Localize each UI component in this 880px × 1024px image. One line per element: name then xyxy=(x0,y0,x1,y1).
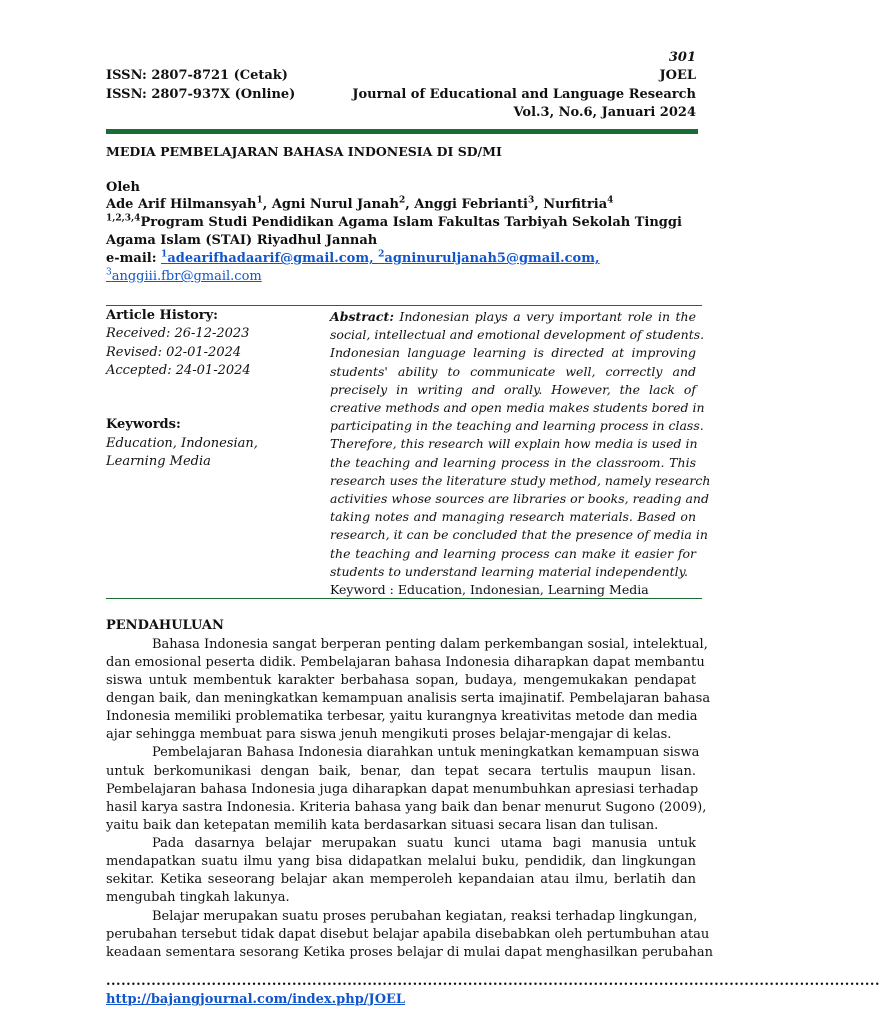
author-name: Anggi Febrianti xyxy=(414,197,528,212)
author-sup: 4 xyxy=(607,195,614,206)
affiliation-line2: Agama Islam (STAI) Riyadhul Jannah xyxy=(106,233,378,248)
email-link-2[interactable]: agninuruljanah5@gmail.com, xyxy=(384,251,600,266)
body-line: keadaan sementara sesorang Ketika proses belajar di mulai dapat menghasilkan perubahan xyxy=(106,945,714,960)
section-heading: PENDAHULUAN xyxy=(106,618,224,633)
abstract-line: Indonesian plays a very important role in the xyxy=(393,309,696,324)
body-line: Pembelajaran bahasa Indonesia juga diharapkan dapat menumbuhkan apresiasi terhadap xyxy=(106,782,699,797)
journal-volume: Vol.3, No.6, Januari 2024 xyxy=(513,105,696,120)
body-line: Pada dasarnya belajar merupakan suatu kunci utama bagi manusia untuk xyxy=(152,836,696,851)
issn-online: ISSN: 2807-937X (Online) xyxy=(106,87,296,102)
keywords-heading: Keywords: xyxy=(106,417,181,432)
received-date: Received: 26-12-2023 xyxy=(106,326,250,341)
footer-dots: .......................................................................................................................................................... xyxy=(106,974,880,989)
email-line-2[interactable] xyxy=(106,269,262,284)
body-line: mendapatkan suatu ilmu yang bisa didapatkan melalui buku, pendidik, dan lingkungan xyxy=(106,854,696,869)
body-line: mengubah tingkah lakunya. xyxy=(106,890,290,905)
abstract-line: research, it can be concluded that the presence of media in xyxy=(330,527,708,543)
body-line: hasil karya sastra Indonesia. Kriteria bahasa yang baik dan benar menurut Sugono (2009), xyxy=(106,800,707,815)
abstract-line: Indonesian language learning is directed at improving xyxy=(330,345,696,361)
author-sup: 3 xyxy=(527,195,535,206)
body-line: siswa untuk membentuk karakter berbahasa sopan, budaya, mengemukakan pendapat xyxy=(106,673,696,688)
email-link-1[interactable]: adearifhadaarif@gmail.com, xyxy=(167,251,379,266)
abstract-line: activities whose sources are libraries or books, reading and xyxy=(330,491,709,507)
email-sup: 3 xyxy=(106,267,112,278)
footer-url-link[interactable]: http://bajangjournal.com/index.php/JOEL xyxy=(106,992,406,1007)
email-sup: 2 xyxy=(378,249,385,260)
abstract-line: creative methods and open media makes students bored in xyxy=(330,400,705,416)
author-sup: 2 xyxy=(398,195,406,206)
author-sup: 1 xyxy=(256,195,263,206)
body-line: sekitar. Ketika seseorang belajar akan memperoleh kepandaian atau ilmu, berlatih dan xyxy=(106,872,696,887)
abstract-line: the teaching and learning process can make it easier for xyxy=(330,545,696,561)
body-line: perubahan tersebut tidak dapat disebut belajar apabila disebabkan oleh pertumbuhan atau xyxy=(106,927,710,942)
body-line: untuk berkomunikasi dengan baik, benar, dan tepat secara tertulis maupun lisan. xyxy=(106,764,696,779)
abstract-line: research uses the literature study method, namely research xyxy=(330,472,711,488)
body-line: ajar sehingga membuat para siswa jenuh mengikuti proses belajar-mengajar di kelas. xyxy=(106,727,672,742)
email-line xyxy=(106,251,600,266)
info-bottom-rule xyxy=(106,598,702,599)
page-number: 301 xyxy=(668,50,696,65)
keywords-line1: Education, Indonesian, xyxy=(106,436,258,451)
affiliation xyxy=(106,215,682,230)
abstract-line: students' ability to communicate well, correctly and xyxy=(330,363,696,379)
article-history-heading: Article History: xyxy=(106,308,218,323)
author-name: Ade Arif Hilmansyah xyxy=(106,197,257,212)
email-label: e-mail: xyxy=(106,251,162,266)
issn-print: ISSN: 2807-8721 (Cetak) xyxy=(106,68,288,83)
affiliation-line1: Program Studi Pendidikan Agama Islam Fakultas Tarbiyah Sekolah Tinggi xyxy=(140,215,682,230)
body-line: Belajar merupakan suatu proses perubahan kegiatan, reaksi terhadap lingkungan, xyxy=(152,909,698,924)
info-top-rule xyxy=(106,305,702,306)
accepted-date: Accepted: 24-01-2024 xyxy=(106,363,251,378)
paper-title: MEDIA PEMBELAJARAN BAHASA INDONESIA DI SD/MI xyxy=(106,144,502,159)
author-name: Agni Nurul Janah xyxy=(271,197,399,212)
abstract-line: taking notes and managing research materials. Based on xyxy=(330,509,696,525)
author-list: Ade Arif Hilmansyah$^1$, Agni Nurul Janah$^2$, Anggi Febrianti$^3$, Nurfitria$^4$ xyxy=(106,195,614,212)
abstract-block xyxy=(330,308,711,599)
affiliation-sup: 1,2,3,4 xyxy=(106,213,141,224)
abstract-line: precisely in writing and orally. However, the lack of xyxy=(330,381,696,397)
abstract-line: Therefore, this research will explain how media is used in xyxy=(330,436,698,452)
journal-abbr: JOEL xyxy=(659,68,696,83)
abstract-line: social, intellectual and emotional development of students. xyxy=(330,327,705,343)
header-divider xyxy=(106,129,698,134)
body-line: Indonesia memiliki problematika terbesar, yaitu kurangnya kreativitas metode dan media xyxy=(106,709,698,724)
oleh-label: Oleh xyxy=(106,180,140,195)
body-line: Pembelajaran Bahasa Indonesia diarahkan untuk meningkatkan kemampuan siswa xyxy=(152,745,700,760)
abstract-label: Abstract: xyxy=(330,309,394,324)
body-line: Bahasa Indonesia sangat berperan penting dalam perkembangan sosial, intelektual, xyxy=(152,637,708,652)
keywords-line2: Learning Media xyxy=(106,454,211,469)
abstract-line: students to understand learning material independently. xyxy=(330,563,689,579)
abstract-keyword-line: Keyword : Education, Indonesian, Learning Media xyxy=(330,582,649,598)
abstract-line: participating in the teaching and learning process in class. xyxy=(330,418,704,434)
body-line: yaitu baik dan ketepatan memilih kata berdasarkan situasi secara lisan dan tulisan. xyxy=(106,818,659,833)
body-line: dengan baik, dan meningkatkan kemampuan analisis serta imajinatif. Pembelajaran bahasa xyxy=(106,691,711,706)
journal-name: Journal of Educational and Language Research xyxy=(352,87,696,102)
revised-date: Revised: 02-01-2024 xyxy=(106,345,242,360)
author-name: Nurfitria xyxy=(543,197,608,212)
email-link-3[interactable]: anggiii.fbr@gmail.com xyxy=(111,269,262,284)
email-sup: 1 xyxy=(161,249,168,260)
body-line: dan emosional peserta didik. Pembelajaran bahasa Indonesia diharapkan dapat membantu xyxy=(106,655,705,670)
abstract-line: the teaching and learning process in the classroom. This xyxy=(330,454,696,470)
